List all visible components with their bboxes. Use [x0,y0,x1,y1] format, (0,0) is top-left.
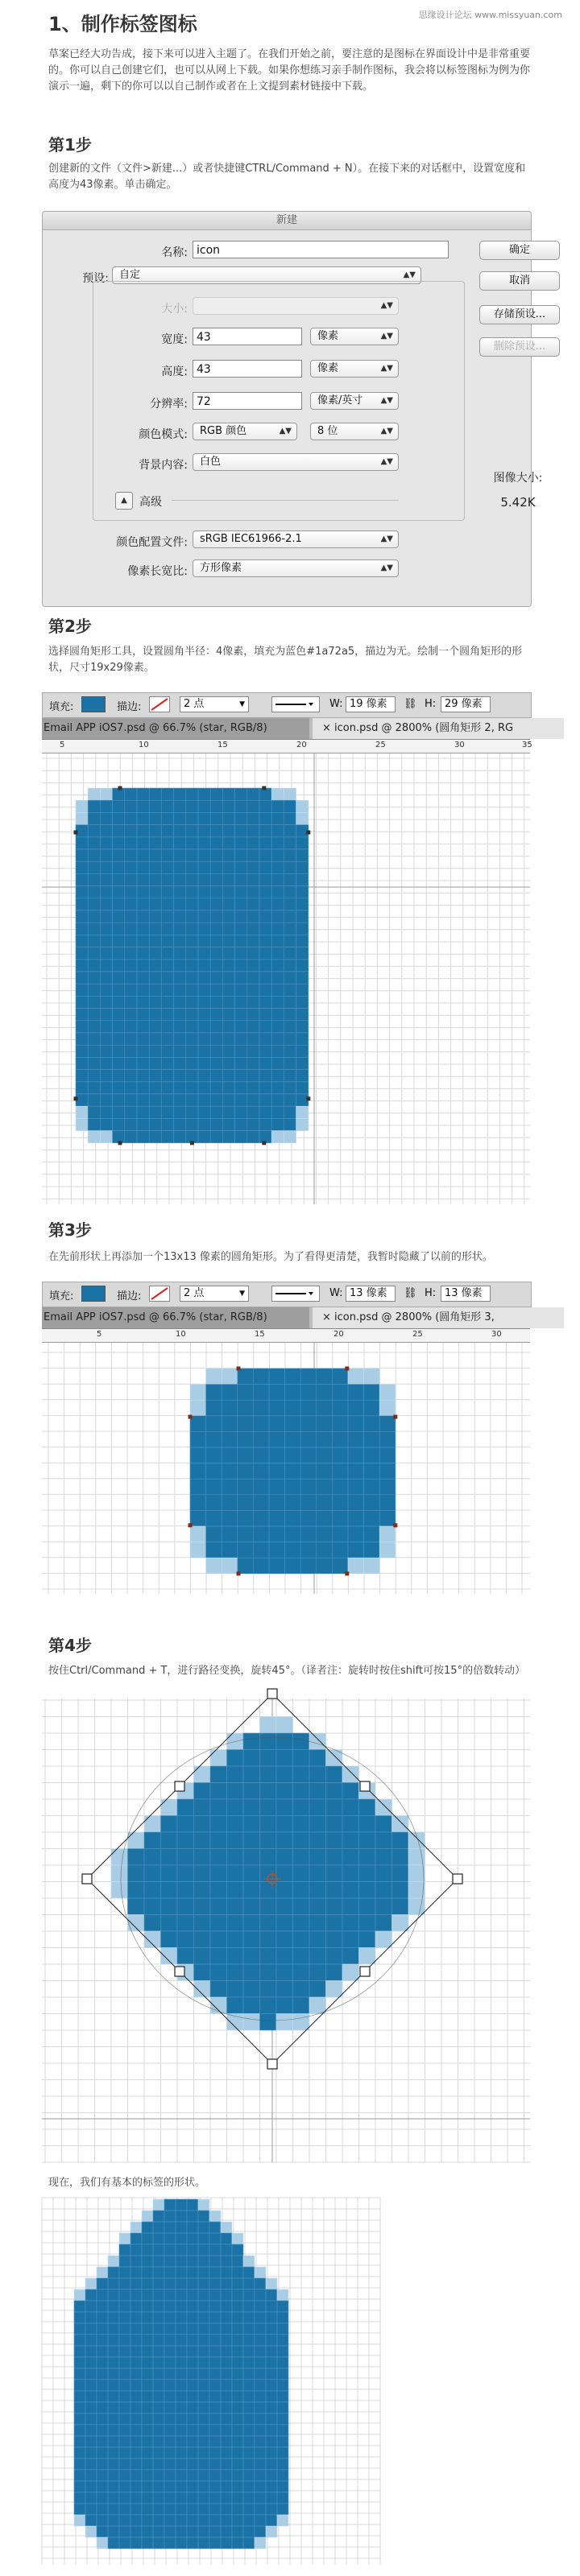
name-field[interactable]: icon [193,241,449,258]
cancel-button[interactable]: 取消 [479,271,560,291]
rounded-rect-shape [76,788,309,1143]
line-style-icon [274,1286,314,1301]
ruler-tick: 10 [176,1330,186,1339]
options-toolbar [42,1282,532,1307]
tab-icon-psd[interactable]: × icon.psd @ 2800% (圆角矩形 3, [313,1307,564,1328]
shape-width-field[interactable]: 19 像素 [346,696,396,712]
stroke-none-swatch[interactable] [149,1286,170,1302]
background-label: 背景内容: [139,459,188,472]
close-tab-icon[interactable]: × [322,722,335,734]
save-preset-button[interactable]: 存储预设... [479,305,560,324]
name-label: 名称: [161,246,188,259]
image-size-value: 5.42K [500,495,536,510]
size-select[interactable] [193,297,399,315]
select-arrows-icon: ▲▼ [380,457,393,466]
section-title: 1、制作标签图标 [48,13,197,35]
tab-email-app[interactable]: Email APP iOS7.psd @ 66.7% (star, RGB/8) [42,1307,309,1328]
select-arrows-icon: ▲▼ [380,535,393,543]
ruler-tick: 30 [454,741,465,749]
stroke-style-select[interactable] [271,696,320,712]
new-document-dialog [42,211,546,607]
color-mode-label: 颜色模式: [139,428,188,441]
shape-height-field[interactable]: 29 像素 [441,696,491,712]
height-field[interactable]: 43 [193,360,302,378]
step1-text: 创建新的文件（文件>新建...）或者快捷键CTRL/Command + N）。在接下来的对话框中，设置宽度和高度为43像素。单击确定。 [48,163,526,191]
dialog-title: 新建 [43,212,531,230]
intro-paragraph: 草案已经大功告成，接下来可以进入主题了。在我们开始之前，要注意的是图标在界面设计中是非常重要的。你可以自己创建它们，也可以从网上下载。如果你想练习亲手制作图标，我会将以标签图标为例为你演示一遍，剩下的你可以以自己制作或者在上文提到素材链接中下载。 [48,48,531,93]
select-arrows-icon: ▲▼ [380,332,393,341]
stroke-none-swatch[interactable] [149,696,170,712]
select-arrows-icon: ▲▼ [380,364,393,373]
close-tab-icon[interactable]: × [322,1311,335,1323]
ruler-tick: 5 [97,1330,102,1339]
stroke-size-field[interactable]: 2 点 ▼ [180,696,249,712]
dropdown-arrow-icon: ▼ [239,1290,245,1298]
resolution-label: 分辨率: [150,398,188,411]
bit-depth-select[interactable]: 8 位 ▲▼ [310,423,399,440]
color-mode-select[interactable]: RGB 颜色 ▲▼ [193,423,297,440]
stroke-style-select[interactable] [271,1286,320,1302]
step3-heading: 第3步 [48,1220,92,1240]
horizontal-ruler [42,740,530,753]
tab-email-app[interactable]: Email APP iOS7.psd @ 66.7% (star, RGB/8) [42,718,309,739]
horizontal-ruler [42,1329,530,1343]
delete-preset-button[interactable]: 删除预设... [479,337,560,357]
link-icon[interactable]: ⛓ [404,1287,417,1299]
canvas-tag-shape [42,2198,380,2565]
no-stroke-icon [150,1286,169,1301]
width-label: W: [329,698,343,710]
size-label: 大小: [161,303,188,316]
preset-label: 预设: [82,272,109,285]
ruler-tick: 30 [491,1330,502,1339]
color-profile-label: 颜色配置文件: [116,536,188,549]
select-arrows-icon: ▲▼ [380,564,393,572]
site-watermark: 思缘设计论坛 www.missyuan.com [418,10,562,20]
width-field[interactable]: 43 [193,328,302,345]
fill-label: 填充: [49,1290,74,1302]
stroke-label: 描边: [117,701,142,713]
pixel-ratio-label: 像素长宽比: [127,565,188,578]
canvas-rounded-rect-13x13 [42,1343,530,1594]
advanced-label: 高级 [139,496,162,509]
tab-icon-psd[interactable]: × icon.psd @ 2800% (圆角矩形 2, RG [313,718,564,739]
document-tabs [42,718,530,740]
fill-swatch[interactable] [81,1286,106,1302]
ruler-tick: 25 [375,741,386,749]
resolution-unit-select[interactable]: 像素/英寸 ▲▼ [310,392,399,410]
no-stroke-icon [150,697,169,712]
width-label: 宽度: [161,333,188,346]
step1-heading: 第1步 [48,135,92,155]
shape-width-field[interactable]: 13 像素 [346,1286,396,1302]
resolution-field[interactable]: 72 [193,392,302,410]
triangle-up-icon: ▲ [121,496,127,505]
ok-button[interactable]: 确定 [479,241,560,260]
dropdown-arrow-icon: ▼ [239,700,245,708]
ruler-tick: 15 [218,741,228,749]
stroke-label: 描边: [117,1290,142,1302]
height-label: H: [425,1287,437,1299]
stroke-size-field[interactable]: 2 点 ▼ [180,1286,249,1302]
select-arrows-icon: ▲▼ [403,270,416,279]
width-unit-select[interactable]: 像素 ▲▼ [310,328,399,345]
collapse-advanced-button[interactable] [115,492,133,510]
rounded-square-shape [190,1368,396,1574]
fill-label: 填充: [49,701,74,713]
final-caption: 现在，我们有基本的标签的形状。 [48,2177,206,2189]
ruler-tick: 25 [412,1330,423,1339]
canvas-rotated-square [42,1699,530,2162]
step4-heading: 第4步 [48,1636,92,1655]
preset-select[interactable]: 自定 ▲▼ [112,266,421,284]
height-label: H: [425,698,437,710]
select-arrows-icon: ▲▼ [380,427,393,436]
options-toolbar [42,692,532,718]
pixel-ratio-select[interactable]: 方形像素 ▲▼ [193,559,399,577]
ruler-tick: 20 [296,741,307,749]
step4-text: 按住Ctrl/Command + T，进行路径变换，旋转45°。（译者注：旋转时按住shift可按15°的倍数转动） [48,1665,526,1677]
height-label: 高度: [161,365,188,378]
select-arrows-icon: ▲▼ [380,396,393,405]
canvas-rounded-rect-19x29 [42,753,530,1204]
width-label: W: [329,1287,343,1299]
line-style-icon [274,697,314,712]
step3-text: 在先前形状上再添加一个13x13 像素的圆角矩形。为了看得更清楚，我暂时隐藏了以前的形状。 [48,1251,493,1263]
divider [172,500,399,501]
height-unit-select[interactable]: 像素 ▲▼ [310,360,399,378]
ruler-tick: 10 [139,741,149,749]
color-profile-select[interactable]: sRGB IEC61966-2.1 ▲▼ [193,530,399,548]
step2-heading: 第2步 [48,617,92,636]
background-select[interactable]: 白色 ▲▼ [193,453,399,471]
ruler-tick: 15 [255,1330,265,1339]
link-icon[interactable]: ⛓ [404,698,417,710]
image-size-label: 图像大小: [493,472,543,485]
ruler-tick: 5 [60,741,65,749]
ruler-tick: 35 [522,741,532,749]
step2-text: 选择圆角矩形工具，设置圆角半径：4像素，填充为蓝色#1a72a5，描边为无。绘制一个圆角矩形的形状，尺寸19x29像素。 [48,646,523,674]
fill-swatch[interactable] [81,696,106,712]
document-tabs [42,1307,530,1329]
ruler-tick: 20 [334,1330,344,1339]
select-arrows-icon: ▲▼ [380,301,393,310]
select-arrows-icon: ▲▼ [279,427,292,436]
shape-height-field[interactable]: 13 像素 [441,1286,491,1302]
